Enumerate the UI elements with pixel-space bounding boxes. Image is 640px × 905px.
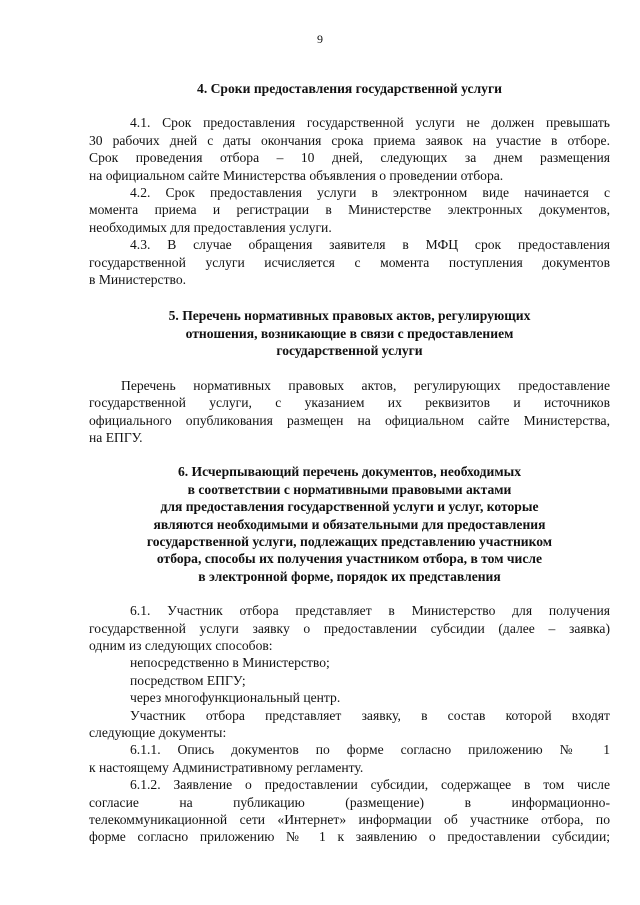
line: на ЕПГУ.: [89, 429, 143, 445]
line: 6.1. Участник отбора представляет в Министерство для получения: [130, 603, 610, 619]
paragraph-4-3: [89, 236, 610, 288]
line: момента приема и регистрации в Министерстве электронных документов,: [89, 202, 610, 218]
paragraph-4-2: [89, 184, 610, 236]
line: форме согласно приложению № 1 к заявлению о предоставлении субсидии;: [89, 829, 610, 845]
line: телекоммуникационной сети «Интернет» информации об участнике отбора, по: [89, 812, 610, 828]
section-6-title: [89, 463, 610, 585]
line: необходимых для предоставления услуги.: [89, 219, 332, 235]
submission-ways-list: [89, 654, 610, 706]
title-line: государственной услуги, подлежащих представлению участником: [146, 533, 553, 549]
list-item: непосредственно в Министерство;: [130, 655, 330, 671]
line: 4.1. Срок предоставления государственной услуги не должен превышать: [130, 115, 610, 131]
title-line: отбора, способы их получения участником отбора, в том числе: [156, 551, 543, 567]
paragraph-6-documents: [89, 707, 610, 742]
line: официального опубликования размещен на официальном сайте Министерства,: [89, 412, 610, 428]
line: 4.2. Срок предоставления услуги в электронном виде начинается с: [130, 185, 610, 201]
line: 6.1.2. Заявление о предоставлении субсидии, содержащее в том числе: [130, 777, 610, 793]
section-4-title: 4. Сроки предоставления государственной услуги: [197, 81, 502, 96]
line: Участник отбора представляет заявку, в состав которой входят: [130, 707, 610, 723]
line: 4.3. В случае обращения заявителя в МФЦ срок предоставления: [130, 237, 610, 253]
line: государственной услуги исчисляется с момента поступления документов: [89, 254, 610, 270]
title-line: отношения, возникающие в связи с предоставлением: [185, 325, 514, 341]
paragraph-6-1-1: [89, 741, 610, 776]
title-line: 5. Перечень нормативных правовых актов, регулирующих: [168, 308, 531, 324]
title-line: для предоставления государственной услуги и услуг, которые: [160, 499, 539, 515]
title-line: в электронной форме, порядок их представления: [198, 568, 501, 584]
line: одним из следующих способов:: [89, 637, 273, 653]
line: государственной услуги заявку о предоставлении субсидии (далее – заявка): [89, 620, 610, 636]
title-line: в соответствии с нормативными правовыми актами: [187, 481, 512, 497]
paragraph-6-1-2: [89, 776, 610, 846]
line: Перечень нормативных правовых актов, регулирующих предоставление: [121, 377, 610, 393]
line: Срок проведения отбора – 10 дней, следующих за днем размещения: [89, 150, 610, 166]
line: 30 рабочих дней с даты окончания срока приема заявок на участие в отборе.: [89, 132, 610, 148]
title-line: являются необходимыми и обязательными для предоставления: [153, 516, 546, 532]
paragraph-5-1: [89, 377, 610, 447]
line: 6.1.1. Опись документов по форме согласно приложению № 1: [130, 742, 610, 758]
title-line: государственной услуги: [276, 343, 423, 359]
paragraph-4-1: [89, 114, 610, 184]
list-item: через многофункциональный центр.: [130, 690, 341, 706]
paragraph-6-1: [89, 602, 610, 654]
line: к настоящему Административному регламенту.: [89, 759, 364, 775]
line: на официальном сайте Министерства объявления о проведении отбора.: [89, 167, 504, 183]
page-number: 9: [317, 32, 323, 46]
line: в Министерство.: [89, 272, 187, 288]
line: государственной услуги, с указанием их реквизитов и источников: [89, 395, 610, 411]
section-5-title: [89, 307, 610, 359]
line: следующие документы:: [89, 725, 227, 740]
page-content: [89, 80, 610, 846]
list-item: посредством ЕПГУ;: [130, 672, 246, 688]
title-line: 6. Исчерпывающий перечень документов, необходимых: [177, 464, 522, 480]
line: согласие на публикацию (размещение) в информационно-: [89, 794, 610, 810]
